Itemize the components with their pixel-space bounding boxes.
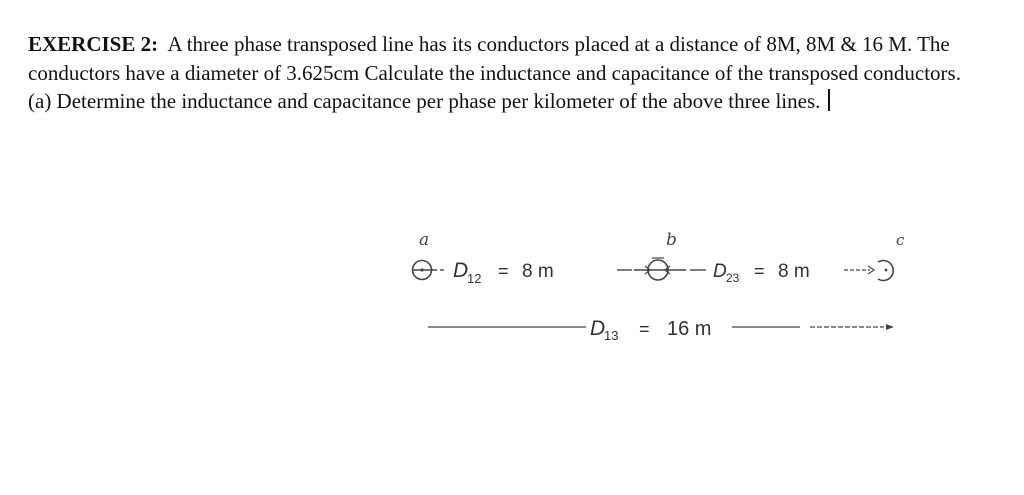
conductor-a — [412, 261, 444, 280]
conductor-c — [878, 261, 893, 281]
d13-equals: = — [639, 319, 650, 339]
d23-label — [713, 261, 810, 285]
d12-equals: = — [498, 261, 509, 281]
d23-equals: = — [754, 261, 765, 281]
conductor-b-label: b — [666, 230, 677, 250]
d23-symbol: D — [713, 261, 727, 282]
d13-arrow-head — [886, 324, 894, 330]
text-cursor — [828, 89, 830, 111]
d12-subscript: 12 — [467, 271, 482, 286]
d13-subscript: 13 — [604, 328, 619, 343]
exercise-body: A three phase transposed line has its conductors placed at a distance of 8M, 8M & 16 M. The conductors have a diameter of 3.625cm Calculate the inductance and capacitance of the transposed conductors. (a) Determine the inductance and capacitance per phase per kilometer of the above three lines. — [28, 32, 961, 113]
conductor-a-label: a — [419, 230, 430, 250]
d12-value: 8 m — [522, 261, 554, 282]
d13-label — [590, 317, 711, 343]
exercise-text[interactable] — [28, 30, 968, 116]
d13-symbol: D — [590, 317, 606, 340]
exercise-heading: EXERCISE 2: — [28, 32, 159, 56]
d13-value: 16 m — [667, 318, 712, 340]
conductor-c-label: c — [896, 231, 905, 249]
d12-label — [453, 259, 554, 286]
d23-value: 8 m — [778, 261, 810, 282]
conductor-spacing-diagram — [400, 215, 940, 355]
d12-symbol: D — [453, 259, 469, 282]
conductor-b — [634, 258, 686, 280]
d23-subscript: 23 — [726, 271, 740, 285]
